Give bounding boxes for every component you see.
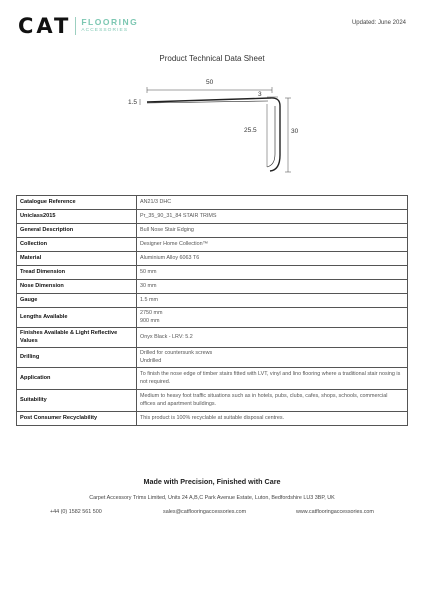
spec-value [137, 210, 408, 224]
spec-value-line: 30 mm [140, 282, 157, 289]
spec-row [17, 210, 408, 224]
spec-value-line: Designer Home Collection™ [140, 240, 209, 247]
spec-value-line: 900 mm [140, 317, 160, 324]
spec-value-line: 1.5 mm [140, 296, 158, 303]
spec-value [137, 308, 408, 328]
spec-row [17, 390, 408, 412]
spec-value [137, 238, 408, 252]
spec-value [137, 390, 408, 412]
logo-divider [75, 17, 76, 35]
logo-wordmark: CAT [18, 14, 72, 38]
spec-row [17, 238, 408, 252]
spec-value [137, 280, 408, 294]
spec-label: General Description [17, 224, 137, 238]
spec-label: Catalogue Reference [17, 196, 137, 210]
spec-value-line: This product is 100% recyclable at suitable disposal centres. [140, 414, 285, 421]
spec-value [137, 252, 408, 266]
spec-label: Gauge [17, 294, 137, 308]
logo-subtitle-line-1: FLOORING [81, 17, 139, 28]
spec-value-line: 50 mm [140, 268, 157, 275]
company-address: Carpet Accessory Trims Limited, Units 24 A,B,C Park Avenue Estate, Luton, Bedfordshire LU3 3BP, UK [89, 495, 335, 501]
spec-label: Tread Dimension [17, 266, 137, 280]
top-gap-label: 3 [258, 91, 262, 98]
spec-value-line: Drilled for countersunk screws [140, 350, 213, 357]
spec-value-line: Undrilled [140, 357, 162, 364]
spec-row [17, 412, 408, 426]
spec-value [137, 266, 408, 280]
spec-label: Post Consumer Recyclability [17, 412, 137, 426]
nose-outer-label: 30 [291, 128, 299, 135]
spec-value-line: 2750 mm [140, 310, 163, 317]
email-link[interactable]: sales@catflooringaccessories.com [163, 509, 247, 515]
spec-value [137, 368, 408, 390]
spec-label: Material [17, 252, 137, 266]
nose-inner-curve [267, 106, 275, 167]
updated-date: Updated: June 2024 [351, 20, 406, 26]
profile-drawing [130, 70, 300, 180]
spec-value [137, 196, 408, 210]
spec-value-line: Aluminium Alloy 6063 T6 [140, 254, 200, 261]
spec-value [137, 328, 408, 348]
spec-row [17, 252, 408, 266]
spec-row [17, 280, 408, 294]
spec-label: Suitability [17, 390, 137, 412]
nose-inner-label: 25.5 [244, 127, 257, 134]
spec-row [17, 328, 408, 348]
spec-value [137, 412, 408, 426]
spec-value [137, 224, 408, 238]
document-title: Product Technical Data Sheet [159, 54, 265, 63]
logo-subtitle [81, 18, 138, 33]
spec-row [17, 348, 408, 368]
phone-number: +44 (0) 1582 561 500 [50, 509, 102, 515]
spec-value-line: AN21/3 DHC [140, 198, 172, 205]
header [18, 14, 406, 42]
logo-subtitle-line-2: ACCESSORIES [81, 27, 129, 33]
spec-label: Finishes Available & Light Reflective Values [17, 328, 137, 348]
spec-value-line: To finish the nose edge of timber stairs fitted with LVT, vinyl and lino flooring where a traditional stair nosing is not required. [140, 371, 401, 385]
tread-length-label: 50 [206, 79, 214, 86]
spec-value-line: Onyx Black - LRV: 5.2 [140, 333, 193, 340]
spec-row [17, 266, 408, 280]
spec-label: Lengths Available [17, 308, 137, 328]
spec-label: Uniclass2015 [17, 210, 137, 224]
spec-value-line: Bull Nose Stair Edging [140, 226, 194, 233]
spec-row [17, 224, 408, 238]
spec-value [137, 294, 408, 308]
stair-edge-profile [147, 98, 280, 171]
company-logo [18, 14, 138, 38]
spec-label: Application [17, 368, 137, 390]
spec-table [16, 195, 408, 426]
spec-label: Drilling [17, 348, 137, 368]
spec-row [17, 196, 408, 210]
spec-row [17, 368, 408, 390]
thickness-label: 1.5 [128, 99, 138, 106]
spec-label: Collection [17, 238, 137, 252]
spec-value-line: Pr_35_90_31_84 STAIR TRIMS [140, 212, 217, 219]
spec-row [17, 294, 408, 308]
website-link[interactable]: www.catflooringaccessories.com [296, 509, 374, 515]
spec-value [137, 348, 408, 368]
spec-label: Nose Dimension [17, 280, 137, 294]
spec-row [17, 308, 408, 328]
spec-value-line: Medium to heavy foot traffic situations such as in hotels, pubs, clubs, cafes, shops, schools, commercial offices and apartment buildings. [140, 393, 388, 407]
footer-tagline: Made with Precision, Finished with Care [143, 477, 281, 486]
